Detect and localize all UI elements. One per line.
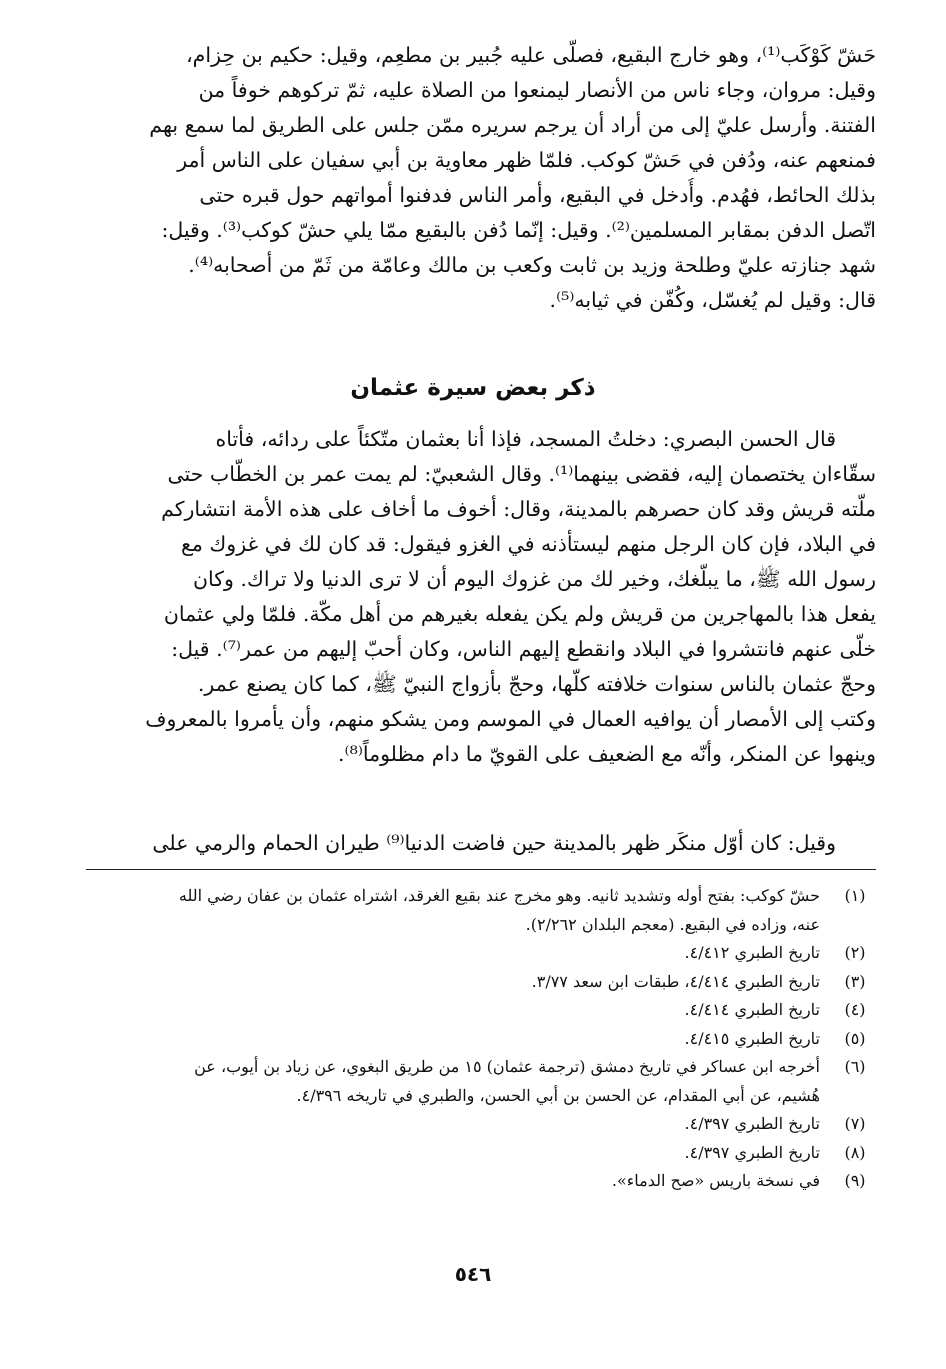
text-line: اتّصل الدفن بمقابر المسلمين⁽²⁾. وقيل: إنّما دُفن بالبقيع ممّا يلي حشّ كوكب⁽³⁾. وقيل: [161, 218, 876, 242]
footnote-text: تاريخ الطبري ٤/٤١٤، طبقات ابن سعد ٣/٧٧. [531, 971, 820, 991]
text-line: قال: وقيل لم يُغسّل، وكُفّن في ثيابه⁽⁵⁾. [549, 288, 876, 312]
footnote-item [70, 996, 876, 1025]
footnote-number: (٧) [844, 1114, 866, 1133]
text-line: بذلك الحائط، فهُدم. وأُدخل في البقيع، وأمر الناس فدفنوا أمواتهم حول قبره حتى [199, 183, 876, 207]
text-line: رسول الله ﷺ، ما يبلّغك، وخير لك من غزوك اليوم أن لا ترى الدنيا ولا تراك. وكان [192, 567, 876, 591]
footnote-text: تاريخ الطبري ٤/٤١٤. [684, 1000, 820, 1019]
paragraph-first-vice [70, 826, 876, 861]
footnote-text: هُشيم، عن أبي المقدام، عن الحسن بن أبي الحسن، والطبري في تاريخه ٤/٣٩٦. [296, 1085, 820, 1105]
footnote-text: تاريخ الطبري ٤/٣٩٧. [684, 1114, 820, 1133]
paragraph-burial [70, 38, 876, 318]
footnote-text: حشّ كوكب: بفتح أوله وتشديد ثانيه. وهو مخرج عند بقيع الغرقد، اشتراه عثمان بن عفان رضي الله [178, 886, 820, 905]
footnote-number: (٥) [844, 1028, 866, 1048]
footnote-item [70, 882, 876, 939]
text-line: خلّى عنهم فانتشروا في البلاد وانقطع إليهم الناس، وكان أحبّ إليهم من عمر⁽⁷⁾. قيل: [171, 637, 876, 661]
footnote-item [70, 1167, 876, 1196]
footnote-text: عنه، وزاده في البقيع. (معجم البلدان ٢/٢٦٢). [525, 914, 820, 934]
footnote-text: أخرجه ابن عساكر في تاريخ دمشق (ترجمة عثمان) ١٥ من طريق البغوي، عن زياد بن أيوب، عن [194, 1057, 820, 1076]
text-line: يفعل هذا بالمهاجرين من قريش ولم يكن يفعله بغيرهم من أهل مكّة. فلمّا ولي عثمان [163, 602, 876, 626]
section-heading: ذكر بعض سيرة عثمان [350, 375, 596, 401]
text-line: وينهوا عن المنكر، وأنّه مع الضعيف على القويّ ما دام مظلوماً⁽⁸⁾. [338, 742, 876, 766]
text-line: الفتنة. وأرسل عليّ إلى من أراد أن يرجم سريره ممّن جلس على الطريق لما سمع بهم [149, 113, 876, 137]
footnote-number: (٩) [844, 1171, 866, 1190]
footnote-text: تاريخ الطبري ٤/٤١٢. [684, 943, 820, 962]
footnote-item [70, 1053, 876, 1110]
footnote-number: (١) [844, 886, 866, 905]
text-line: وقيل: كان أوّل منكَر ظهر بالمدينة حين فاضت الدنيا⁽⁹⁾ طيران الحمام والرمي على [152, 831, 836, 855]
footnotes-list [70, 882, 876, 1196]
footnote-text: تاريخ الطبري ٤/٤١٥. [684, 1028, 820, 1048]
text-line: سقّاءان يختصمان إليه، فقضى بينهما⁽¹⁾. وقال الشعبيّ: لم يمت عمر بن الخطّاب حتى [167, 462, 876, 486]
footnote-divider [86, 869, 876, 870]
text-line: وحجّ عثمان بالناس سنوات خلافته كلّها، وحجّ بأزواج النبيّ ﷺ، كما كان يصنع عمر. [197, 672, 876, 696]
footnote-item [70, 1110, 876, 1139]
text-line: ملّته قريش وقد كان حصرهم بالمدينة، وقال: أخوف ما أخاف على هذه الأمة انتشاركم [161, 497, 876, 521]
text-line: قال الحسن البصري: دخلتُ المسجد، فإذا أنا بعثمان متّكئاً على ردائه، فأتاه [215, 427, 836, 451]
page-number: ٥٤٦ [454, 1262, 492, 1286]
footnote-number: (٦) [844, 1057, 866, 1076]
text-line: وقيل: مروان، وجاء ناس من الأنصار ليمنعوا من الصلاة عليه، ثمّ تركوهم خوفاً من [198, 78, 876, 102]
text-line: شهد جنازته عليّ وطلحة وزيد بن ثابت وكعب بن مالك وعامّة من ثَمّ من أصحابه⁽⁴⁾. [188, 253, 876, 277]
footnote-item [70, 1139, 876, 1168]
text-line: في البلاد، فإن كان الرجل منهم ليستأذنه في الغزو فيقول: قد كان لك في غزوك مع [180, 532, 876, 556]
footnote-text: تاريخ الطبري ٤/٣٩٧. [684, 1142, 820, 1162]
footnote-number: (٨) [844, 1142, 866, 1162]
paragraph-biography [70, 422, 876, 772]
footnote-number: (٣) [844, 971, 866, 991]
text-line: وكتب إلى الأمصار أن يوافيه العمال في الموسم ومن يشكو منهم، وأن يأمروا بالمعروف [145, 707, 876, 731]
footnote-item [70, 968, 876, 997]
footnote-number: (٢) [844, 943, 866, 962]
text-line: حَشّ كَوْكَب⁽¹⁾، وهو خارج البقيع، فصلّى عليه جُبير بن مطعِم، وقيل: حكيم بن حِزام، [186, 43, 876, 67]
footnote-item [70, 1025, 876, 1054]
footnote-item [70, 939, 876, 968]
text-line: فمنعهم عنه، ودُفن في حَشّ كوكب. فلمّا ظهر معاوية بن أبي سفيان على الناس أمر [177, 148, 876, 172]
footnote-number: (٤) [844, 1000, 866, 1019]
footnote-text: في نسخة باريس «صح الدماء». [611, 1171, 820, 1190]
